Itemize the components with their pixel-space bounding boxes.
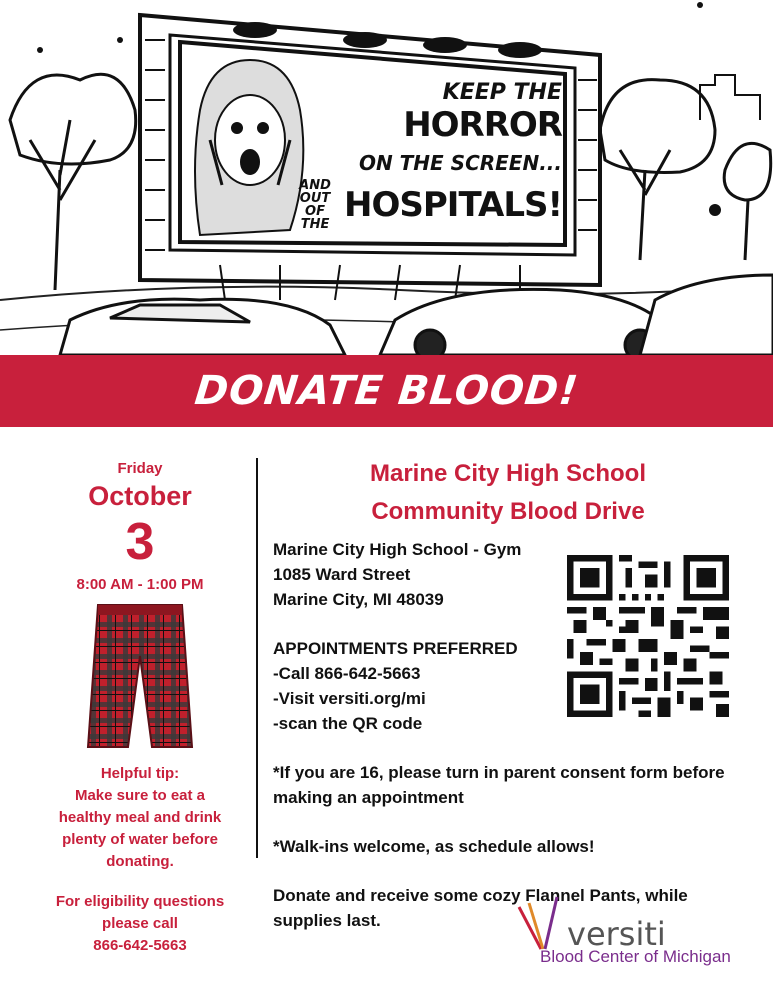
billboard-line3-c: HOSPITALS!: [344, 185, 562, 225]
eligibility-line: For eligibility questions: [55, 893, 225, 910]
logo-subtitle: Blood Center of Michigan: [540, 947, 731, 966]
event-date: 3: [125, 513, 155, 571]
walkins-note: *Walk-ins welcome, as schedule allows!: [273, 837, 595, 856]
appointments-call[interactable]: -Call 866-642-5663: [273, 664, 421, 683]
eligibility-phone[interactable]: 866-642-5663: [93, 937, 187, 954]
billboard-line1-a: KEEP THE: [442, 80, 562, 105]
consent-note: *If you are 16, please turn in parent consent form before making an appointment: [273, 763, 725, 807]
event-time: 8:00 AM - 1:00 PM: [76, 576, 204, 593]
event-month: October: [88, 481, 192, 511]
appointments-heading: APPOINTMENTS PREFERRED: [273, 639, 518, 658]
title-line2: Community Blood Drive: [371, 498, 645, 525]
event-title: [263, 455, 753, 531]
versiti-mark-icon: [515, 893, 575, 953]
logo-brand: versiti: [567, 915, 666, 953]
versiti-logo: [515, 893, 755, 973]
qr-code-icon[interactable]: [567, 555, 729, 717]
eligibility-info: [20, 891, 260, 957]
event-date-column: [20, 460, 260, 957]
appointments-visit[interactable]: -Visit versiti.org/mi: [273, 689, 426, 708]
billboard-slogan: [292, 80, 562, 231]
appointments-scan: -scan the QR code: [273, 714, 423, 733]
venue: Marine City High School - Gym: [273, 540, 522, 559]
tip-line: Make sure to eat a: [74, 787, 206, 804]
hero-illustration: [0, 0, 773, 355]
billboard-line3-b: OF THE: [300, 204, 330, 232]
tip-line: healthy meal and drink: [58, 809, 222, 826]
eligibility-line: please call: [102, 915, 178, 932]
billboard-line3-a: AND OUT: [299, 178, 331, 206]
column-divider: [256, 458, 258, 858]
flannel-pants-icon: [70, 601, 210, 751]
screaming-woman-icon: [195, 60, 303, 235]
street: 1085 Ward Street: [273, 565, 411, 584]
banner-text: DONATE BLOOD!: [192, 368, 581, 414]
gift-note: Donate and receive some cozy Flannel Pants, while supplies last.: [273, 886, 688, 930]
title-line1: Marine City High School: [369, 460, 647, 487]
tip-heading: Helpful tip:: [100, 765, 180, 782]
tip-line: plenty of water before: [62, 831, 218, 848]
tip-line: donating.: [106, 853, 174, 870]
billboard-line2: ON THE SCREEN...: [358, 151, 562, 175]
event-day: Friday: [117, 460, 163, 477]
city: Marine City, MI 48039: [273, 590, 444, 609]
donate-banner: [0, 355, 773, 427]
helpful-tip: [20, 763, 260, 873]
billboard-line1-b: HORROR: [403, 105, 562, 145]
